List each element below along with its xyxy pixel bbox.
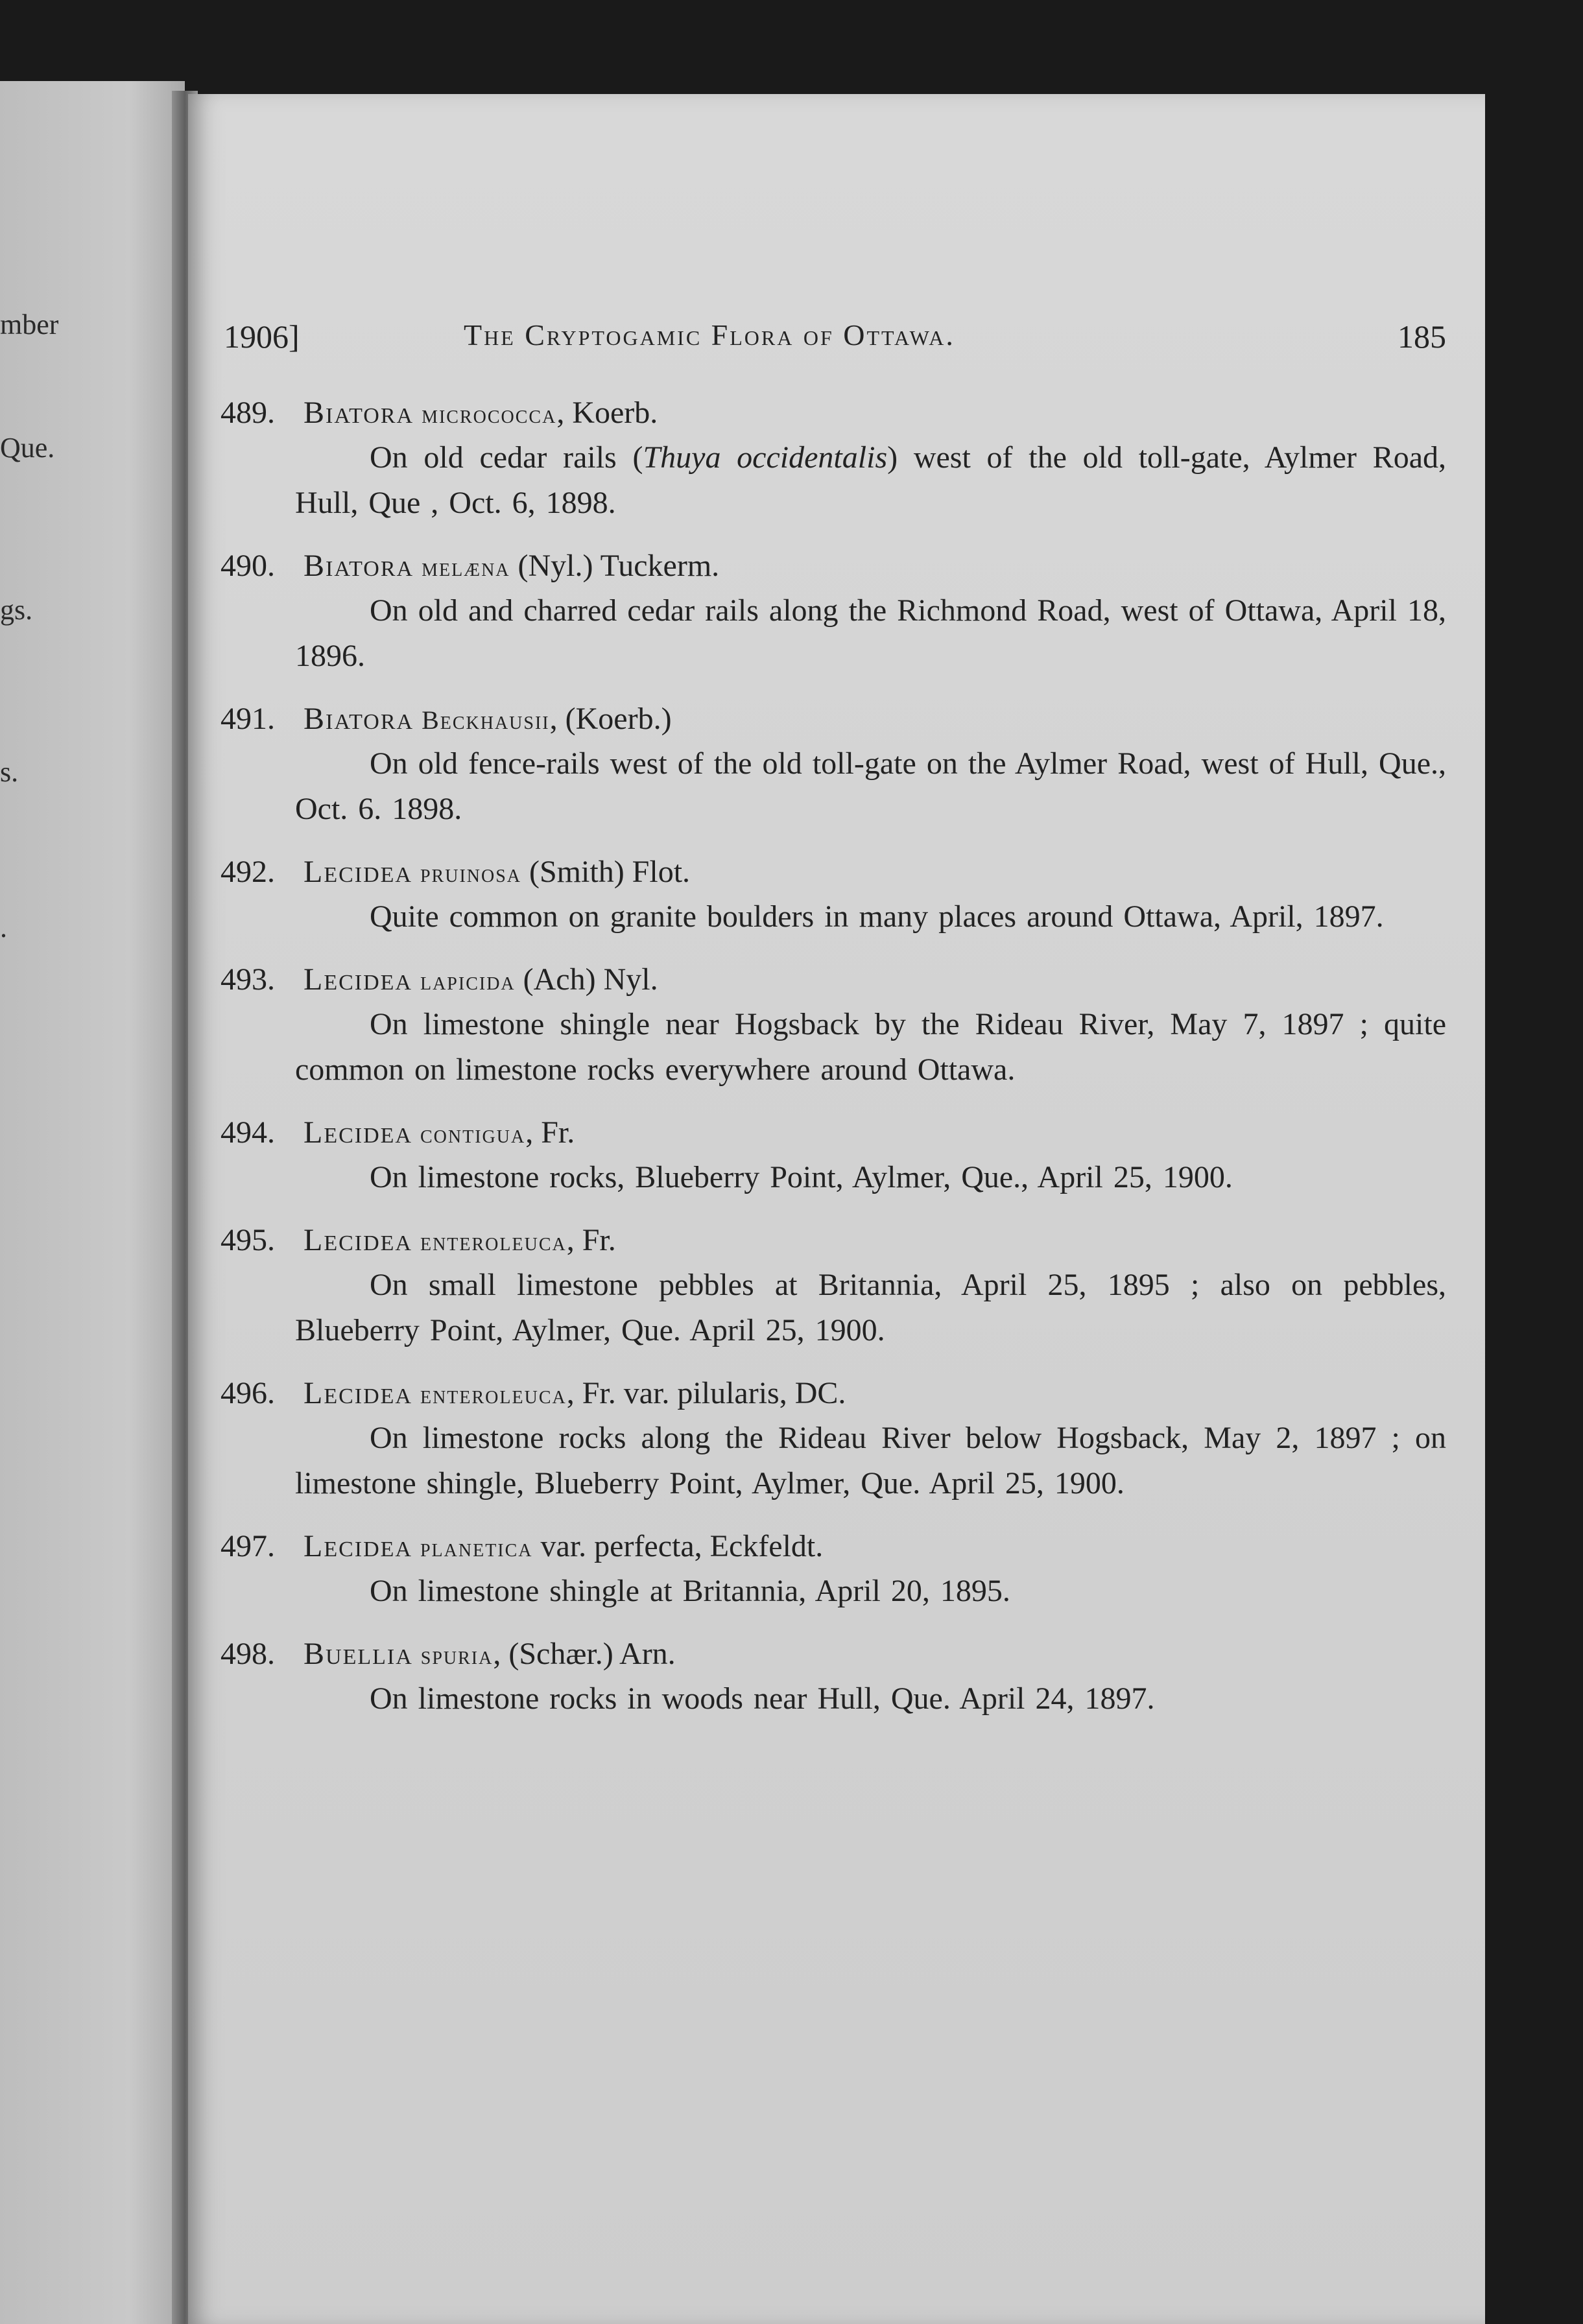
entry-authority: , (Schær.) Arn.: [493, 1637, 676, 1671]
entry-authority: , (Koerb.): [549, 702, 672, 736]
entry-epithet: enteroleuca: [420, 1227, 567, 1256]
book-page: [188, 94, 1485, 2324]
entry-authority: , Fr.: [525, 1115, 575, 1150]
entry-authority: (Ach) Nyl.: [515, 962, 658, 997]
entry-epithet: pruinosa: [420, 859, 521, 888]
entry-genus: Lecidea: [304, 1529, 412, 1563]
left-margin-fragment: Que.: [0, 432, 55, 464]
left-margin-fragment: mber: [0, 309, 59, 340]
entry-text: On limestone rocks along the Rideau River below Hogsback, May 2, 1897 ; on limestone shingle, Blueberry Point, Aylmer, Que. April 25, 1900.: [295, 1421, 1446, 1500]
entry-genus: Biatora: [304, 702, 414, 736]
entry-text: On old fence-rails west of the old toll-gate on the Aylmer Road, west of Hull, Que., Oct. 6. 1898.: [295, 746, 1446, 826]
species-entry: [220, 392, 1446, 526]
species-entry: [220, 1373, 1446, 1506]
entry-number: 494.: [220, 1115, 275, 1150]
species-entry: [220, 545, 1446, 679]
entry-text: On limestone rocks in woods near Hull, Que. April 24, 1897.: [370, 1681, 1155, 1716]
entry-host-name: Thuya occidentalis: [643, 440, 888, 475]
species-entry: [220, 959, 1446, 1093]
entry-number: 490.: [220, 549, 275, 583]
entry-epithet: enteroleuca: [420, 1380, 567, 1409]
entry-heading: [220, 851, 1446, 894]
species-entry: [220, 1526, 1446, 1614]
entry-heading: [220, 1633, 1446, 1676]
entry-heading: [220, 1373, 1446, 1416]
entry-text: [295, 435, 1446, 526]
entry-authority: (Nyl.) Tuckerm.: [510, 549, 720, 583]
entry-authority: , Fr. var. pilularis, DC.: [566, 1376, 846, 1410]
entry-genus: Lecidea: [304, 962, 412, 997]
entry-number: 489.: [220, 396, 275, 430]
left-margin-fragment: s.: [0, 756, 19, 788]
entry-authority: var. perfecta, Eckfeldt.: [532, 1529, 824, 1563]
entry-genus: Biatora: [304, 549, 414, 583]
running-header: [224, 318, 1446, 370]
entry-number: 496.: [220, 1376, 275, 1410]
entry-genus: Lecidea: [304, 1115, 412, 1150]
entry-number: 497.: [220, 1529, 275, 1563]
entry-epithet: spuria: [420, 1641, 494, 1670]
entry-epithet: Beckhausii: [422, 706, 550, 735]
entry-heading: [220, 392, 1446, 435]
entry-genus: Lecidea: [304, 1223, 412, 1257]
page-number: 185: [1398, 318, 1446, 355]
entry-text: On old and charred cedar rails along the Richmond Road, west of Ottawa, April 18, 1896.: [295, 593, 1446, 673]
entry-number: 492.: [220, 855, 275, 889]
left-margin-fragment: gs.: [0, 594, 33, 626]
entry-text: On limestone shingle at Britannia, April 20, 1895.: [370, 1574, 1010, 1608]
entry-text-part: On old cedar rails (: [370, 440, 643, 475]
entry-text: Quite common on granite boulders in many places around Ottawa, April, 1897.: [370, 899, 1384, 934]
entry-epithet: contigua: [420, 1119, 526, 1148]
entry-genus: Biatora: [304, 396, 414, 430]
entry-heading: [220, 959, 1446, 1002]
entry-epithet: melæna: [422, 552, 510, 582]
entry-genus: Lecidea: [304, 855, 412, 889]
entry-heading: [220, 1112, 1446, 1155]
entry-epithet: micrococca: [422, 399, 557, 429]
entry-epithet: planetica: [420, 1533, 533, 1562]
entry-text: On small limestone pebbles at Britannia, April 25, 1895 ; also on pebbles, Blueberry Point, Aylmer, Que. April 25, 1900.: [295, 1268, 1446, 1347]
entry-heading: [220, 698, 1446, 741]
entry-heading: [220, 1220, 1446, 1263]
entry-number: 493.: [220, 962, 275, 997]
entry-genus: Buellia: [304, 1637, 413, 1671]
species-entry: [220, 1633, 1446, 1722]
entry-text: On limestone rocks, Blueberry Point, Aylmer, Que., April 25, 1900.: [370, 1160, 1233, 1194]
header-year: 1906]: [224, 318, 300, 355]
species-entry: [220, 1112, 1446, 1200]
species-entry: [220, 698, 1446, 832]
entry-authority: , Koerb.: [556, 396, 658, 430]
entry-heading: [220, 545, 1446, 588]
species-list: [220, 392, 1446, 1741]
entry-authority: (Smith) Flot.: [521, 855, 691, 889]
entry-authority: , Fr.: [566, 1223, 616, 1257]
entry-text-part: ) west of the old toll-gate, Aylmer Road, Hull, Que , Oct. 6, 1898.: [295, 440, 1446, 520]
previous-page-edge: [0, 81, 185, 2324]
entry-number: 498.: [220, 1637, 275, 1671]
header-title: The Cryptogamic Flora of Ottawa.: [464, 318, 955, 351]
entry-text: On limestone shingle near Hogsback by the Rideau River, May 7, 1897 ; quite common on limestone rocks everywhere around Ottawa.: [295, 1007, 1446, 1087]
entry-heading: [220, 1526, 1446, 1569]
entry-genus: Lecidea: [304, 1376, 412, 1410]
species-entry: [220, 1220, 1446, 1353]
species-entry: [220, 851, 1446, 940]
entry-number: 491.: [220, 702, 275, 736]
entry-number: 495.: [220, 1223, 275, 1257]
entry-epithet: lapicida: [420, 966, 516, 995]
left-margin-fragment: .: [0, 912, 7, 943]
